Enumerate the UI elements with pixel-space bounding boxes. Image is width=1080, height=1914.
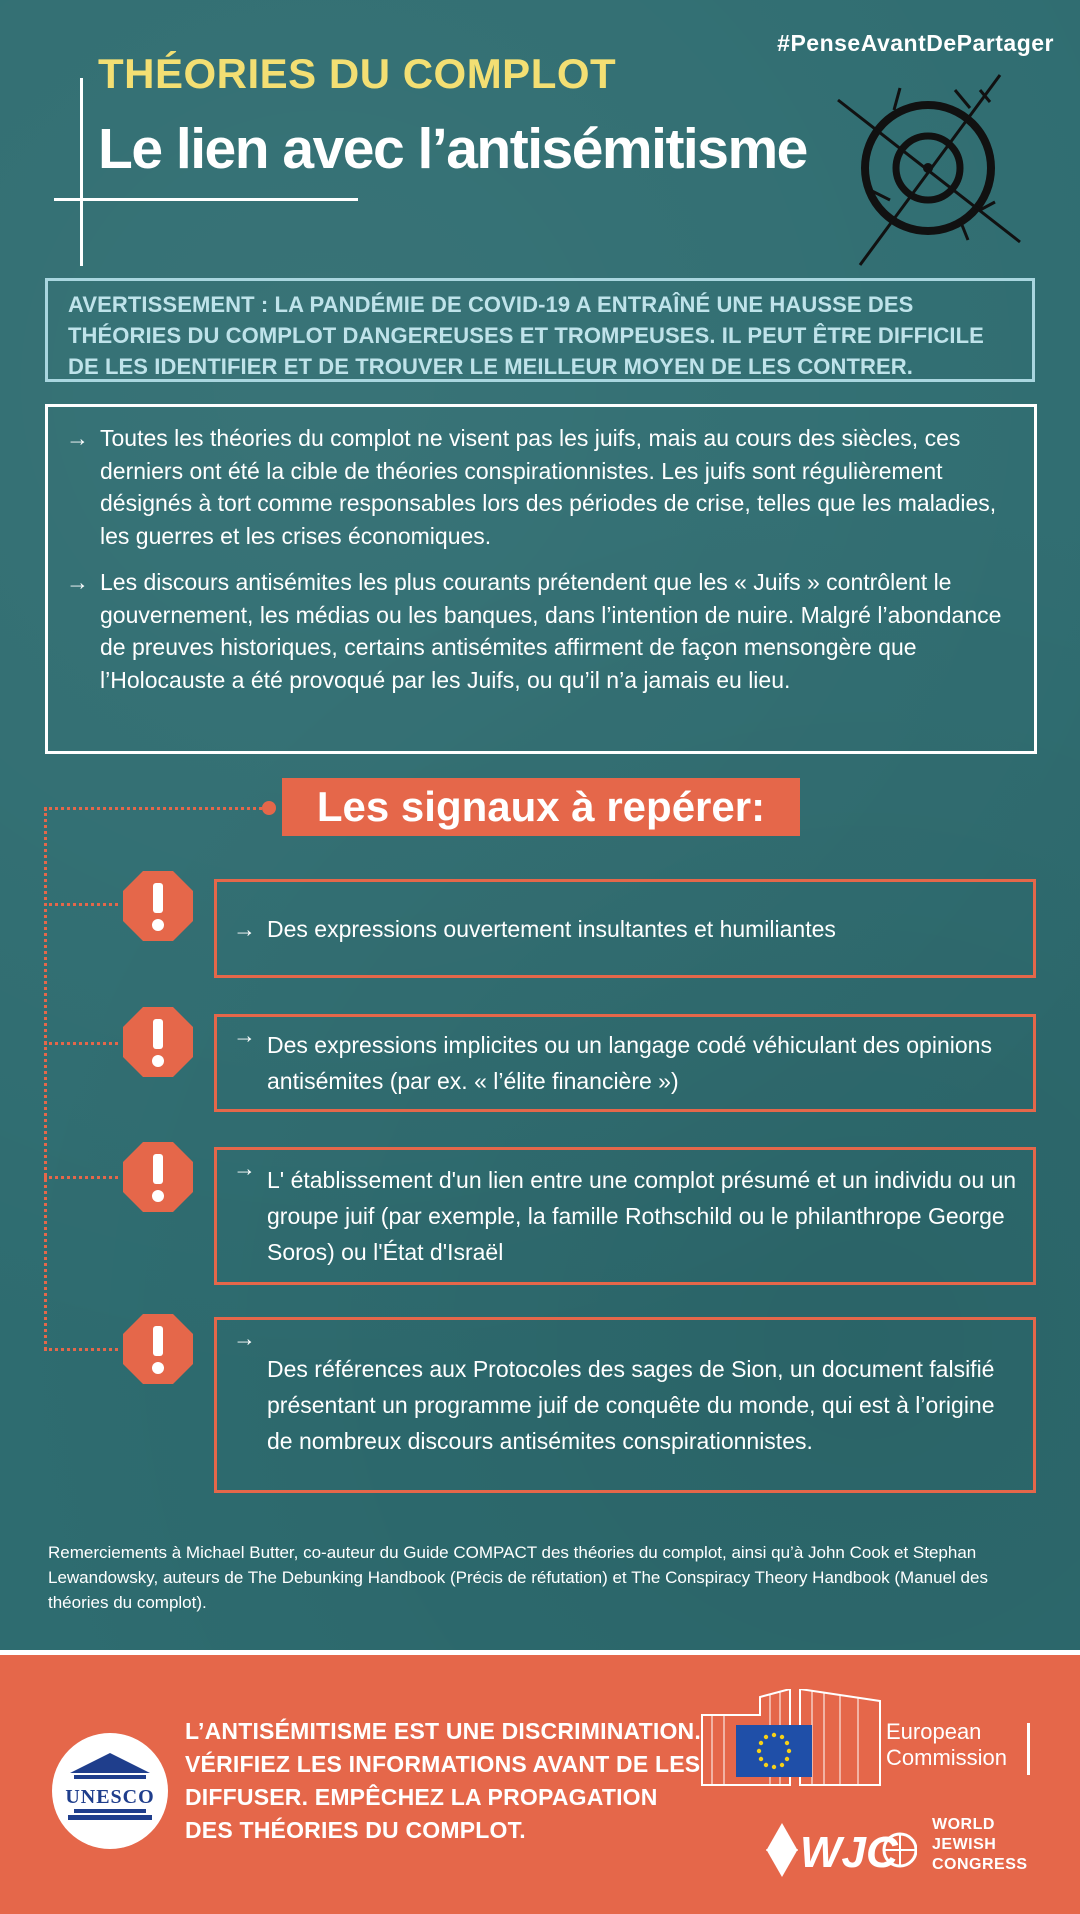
arrow-icon: → [66, 569, 89, 595]
dotted-connector [44, 1042, 118, 1045]
signal-text: Des références aux Protocoles des sages de Sion, un document falsifié présentant un programme juif de conquête du monde, qui est à l’origine de nombreux discours antisémites conspirationnistes. [267, 1356, 995, 1454]
signal-item [214, 1014, 1036, 1112]
arrow-icon: → [233, 1325, 256, 1351]
unesco-logo-text: UNESCO [65, 1786, 155, 1808]
world-jewish-congress-logo [752, 1815, 917, 1885]
signals-heading: Les signaux à repérer: [282, 778, 800, 836]
crosshair-line-horizontal [54, 198, 358, 201]
intro-text: Les discours antisémites les plus courants prétendent que les « Juifs » contrôlent le gouvernement, les médias ou les banques, dans l’intention de nuire. Malgré l’abondance de preuves historiques, certains antisémites affirment de façon mensongère que l’Holocauste a été provoqué par les Juifs, ou qu’il n’a jamais eu lieu. [100, 569, 1002, 693]
dotted-connector [44, 807, 268, 810]
arrow-icon: → [66, 425, 89, 451]
connector-end-dot [262, 801, 276, 815]
signal-item [214, 1147, 1036, 1285]
warning-octagon-icon [122, 1141, 194, 1213]
signal-text: Des expressions ouvertement insultantes et humiliantes [267, 915, 836, 942]
european-commission-label [886, 1719, 1007, 1771]
intro-box [45, 404, 1037, 754]
unesco-logo [52, 1733, 168, 1849]
signal-text: Des expressions implicites ou un langage codé véhiculant des opinions antisémites (par ex. « l’élite financière ») [267, 1032, 992, 1094]
signal-text: L' établissement d'un lien entre une complot présumé et un individu ou un groupe juif (par exemple, la famille Rothschild ou le philanthrope George Soros) ou l'État d'Israël [267, 1167, 1017, 1265]
wjc-label [932, 1815, 1028, 1875]
intro-bullet [66, 566, 1014, 696]
warning-octagon-icon [122, 1313, 194, 1385]
intro-text: Toutes les théories du complot ne visent pas les juifs, mais au cours des siècles, ces derniers ont été la cible de théories conspirationnistes. Les juifs sont régulièrement désignés à tort comme responsables lors des périodes de crise, telles que les maladies, les guerres et les crises économiques. [100, 425, 997, 549]
arrow-icon: → [233, 1155, 256, 1181]
hashtag: #PenseAvantDePartager [777, 30, 1054, 56]
signal-item [214, 879, 1036, 978]
arrow-icon: → [233, 1022, 256, 1048]
wjc-line-3: CONGRESS [932, 1856, 1028, 1873]
kicker-title: THÉORIES DU COMPLOT [98, 50, 617, 97]
footer-band [0, 1650, 1080, 1914]
signal-item [214, 1317, 1036, 1493]
ec-divider [1027, 1723, 1030, 1775]
page-title: Le lien avec l’antisémitisme [98, 117, 807, 181]
dotted-connector [44, 903, 118, 906]
wjc-line-1: WORLD [932, 1816, 995, 1833]
wjc-logo-text: WJC [800, 1828, 898, 1877]
crosshair-line-vertical [80, 78, 83, 266]
warning-octagon-icon [122, 1006, 194, 1078]
ec-line-2: Commission [886, 1745, 1008, 1770]
wjc-line-2: JEWISH [932, 1836, 997, 1853]
crosshair-target-icon [830, 70, 1030, 270]
warning-box: AVERTISSEMENT : LA PANDÉMIE DE COVID-19 A ENTRAÎNÉ UNE HAUSSE DES THÉORIES DU COMPLOT DANGEREUSES ET TROMPEUSES. IL PEUT ÊTRE DIFFICILE DE LES IDENTIFIER ET DE TROUVER LE MEILLEUR MOYEN DE LES CONTRER. [45, 278, 1035, 382]
arrow-icon: → [233, 915, 256, 942]
ec-line-1: European [886, 1719, 982, 1744]
dotted-connector [44, 808, 50, 1350]
footer-message: L’ANTISÉMITISME EST UNE DISCRIMINATION. VÉRIFIEZ LES INFORMATIONS AVANT DE LES DIFFUSER. EMPÊCHEZ LA PROPAGATION DES THÉORIES DU COMPLOT. [185, 1718, 701, 1843]
dotted-connector [44, 1348, 118, 1351]
warning-octagon-icon [122, 870, 194, 942]
credits-text: Remerciements à Michael Butter, co-auteur du Guide COMPACT des théories du complot, ainsi qu’à John Cook et Stephan Lewandowsky, auteurs de The Debunking Handbook (Précis de réfutation) et The Conspiracy Theory Handbook (Manuel des théories du complot). [48, 1543, 988, 1612]
dotted-connector [44, 1176, 118, 1179]
intro-bullet [66, 422, 1014, 552]
